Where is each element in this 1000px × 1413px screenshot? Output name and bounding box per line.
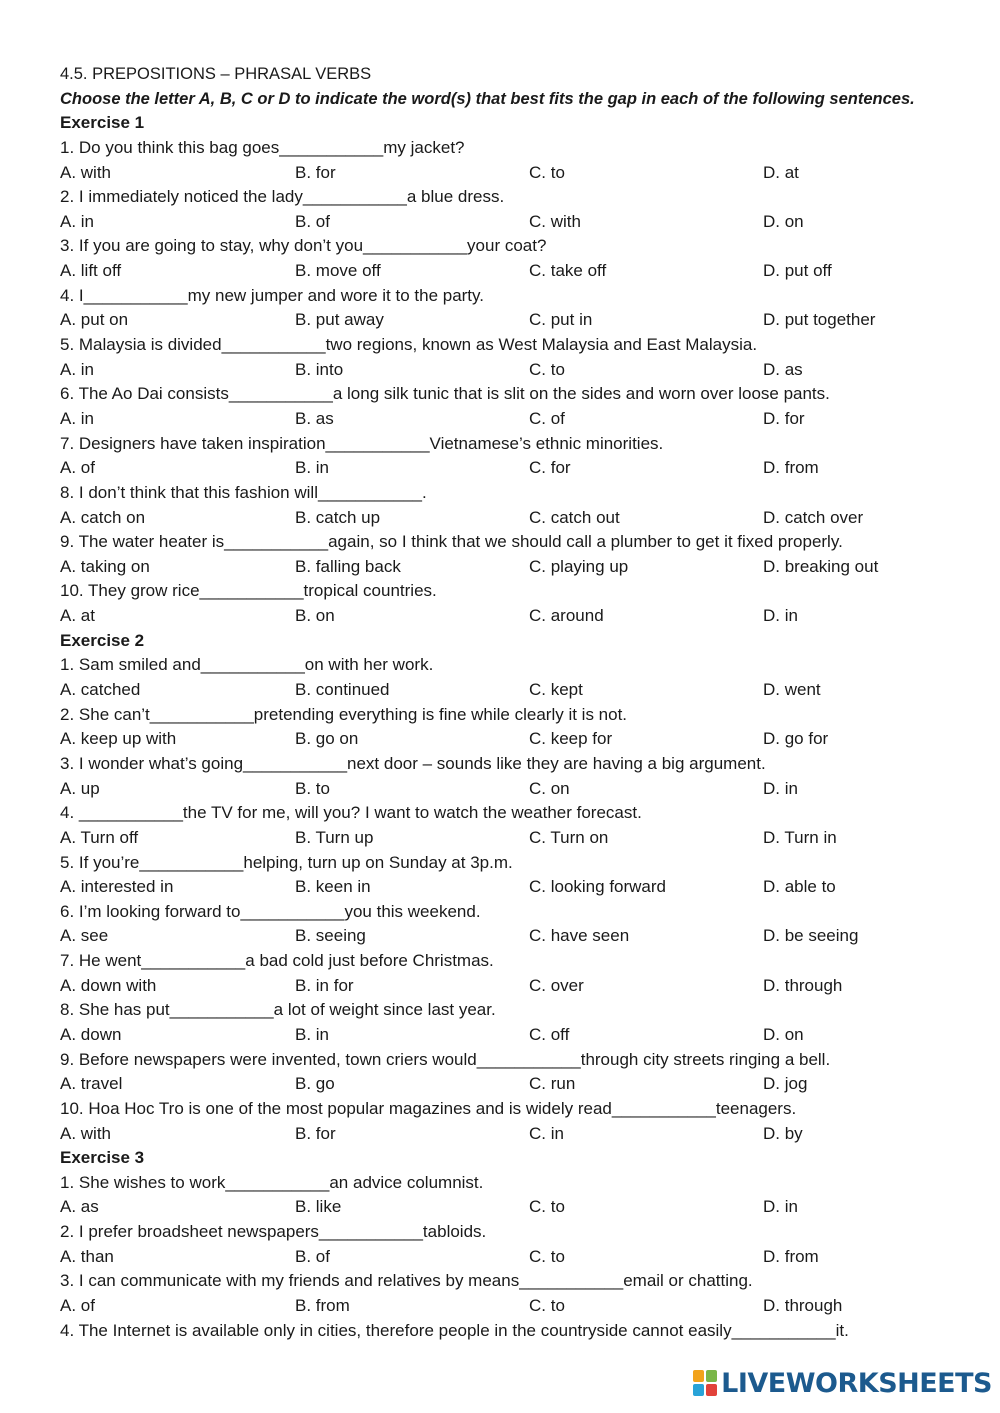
answer-option-b[interactable]: B. seeing — [295, 926, 366, 946]
answer-option-a[interactable]: A. keep up with — [60, 729, 177, 749]
liveworksheets-logo — [693, 1363, 992, 1403]
answer-option-d[interactable]: D. as — [763, 359, 803, 379]
answer-option-d[interactable]: D. be seeing — [763, 926, 859, 946]
exercise-heading: Exercise 1 — [60, 113, 145, 133]
answer-option-b[interactable]: B. in — [295, 1024, 330, 1044]
question-text: 7. He went___________a bad cold just before Christmas. — [60, 951, 494, 971]
answer-option-b[interactable]: B. on — [295, 606, 335, 626]
answer-option-a[interactable]: A. catched — [60, 680, 141, 700]
answer-option-b[interactable]: B. put away — [295, 310, 384, 330]
exercise-heading: Exercise 3 — [60, 1148, 145, 1168]
answer-option-d[interactable]: D. jog — [763, 1074, 808, 1094]
answer-option-b[interactable]: B. move off — [295, 261, 381, 281]
question-text: 1. She wishes to work___________an advice columnist. — [60, 1172, 484, 1192]
answer-options — [60, 407, 960, 432]
answer-option-c[interactable]: C. take off — [529, 261, 607, 281]
answer-options — [60, 974, 960, 999]
answer-option-d[interactable]: D. in — [763, 1197, 798, 1217]
worksheet — [60, 62, 960, 1343]
answer-option-a[interactable]: A. catch on — [60, 507, 146, 527]
answer-options — [60, 924, 960, 949]
answer-options — [60, 161, 960, 186]
answer-option-b[interactable]: B. in for — [295, 975, 354, 995]
answer-options — [60, 358, 960, 383]
answer-option-c[interactable]: C. looking forward — [529, 877, 667, 897]
answer-option-d[interactable]: D. put off — [763, 261, 832, 281]
answer-option-b[interactable]: B. to — [295, 778, 330, 798]
answer-option-a[interactable]: A. in — [60, 408, 95, 428]
answer-option-c[interactable]: C. off — [529, 1024, 570, 1044]
answer-options — [60, 1294, 960, 1319]
answer-option-b[interactable]: B. for — [295, 1123, 336, 1143]
answer-options — [60, 1245, 960, 1270]
question-text: 9. The water heater is___________again, so I think that we should call a plumber to get it fixed properly. — [60, 532, 843, 552]
answer-option-c[interactable]: C. put in — [529, 310, 593, 330]
answer-options — [60, 727, 960, 752]
answer-option-d[interactable]: D. for — [763, 408, 805, 428]
question-text: 1. Sam smiled and___________on with her work. — [60, 655, 434, 675]
answer-options — [60, 1023, 960, 1048]
answer-options — [60, 308, 960, 333]
answer-option-a[interactable]: A. interested in — [60, 877, 174, 897]
question-text: 3. I wonder what’s going___________next door – sounds like they are having a big argument. — [60, 753, 766, 773]
answer-option-b[interactable]: B. continued — [295, 680, 390, 700]
answer-options — [60, 875, 960, 900]
question-text: 3. I can communicate with my friends and relatives by means___________email or chatting. — [60, 1271, 753, 1291]
instructions: Choose the letter A, B, C or D to indicate the word(s) that best fits the gap in each of the following sentences. — [60, 89, 915, 108]
answer-option-a[interactable]: A. down — [60, 1024, 122, 1044]
question-text: 10. Hoa Hoc Tro is one of the most popular magazines and is widely read___________teenagers. — [60, 1098, 797, 1118]
answer-option-d[interactable]: D. in — [763, 606, 798, 626]
answer-option-b[interactable]: B. catch up — [295, 507, 381, 527]
answer-option-c[interactable]: C. have seen — [529, 926, 630, 946]
answer-option-b[interactable]: B. keen in — [295, 877, 371, 897]
answer-option-a[interactable]: A. with — [60, 1123, 112, 1143]
answer-options — [60, 826, 960, 851]
answer-option-c[interactable]: C. playing up — [529, 556, 629, 576]
answer-option-d[interactable]: D. through — [763, 1296, 843, 1316]
question-text: 6. I’m looking forward to___________you this weekend. — [60, 901, 481, 921]
answer-option-a[interactable]: A. at — [60, 606, 95, 626]
answer-option-a[interactable]: A. lift off — [60, 261, 122, 281]
answer-option-a[interactable]: A. of — [60, 458, 95, 478]
answer-options — [60, 555, 960, 580]
answer-option-a[interactable]: A. in — [60, 211, 95, 231]
answer-option-a[interactable]: A. in — [60, 359, 95, 379]
answer-option-c[interactable]: C. of — [529, 408, 565, 428]
answer-option-b[interactable]: B. Turn up — [295, 827, 374, 847]
answer-option-d[interactable]: D. at — [763, 162, 799, 182]
answer-option-a[interactable]: A. travel — [60, 1074, 123, 1094]
question-text: 4. I___________my new jumper and wore it to the party. — [60, 285, 484, 305]
answer-option-c[interactable]: C. for — [529, 458, 571, 478]
answer-option-a[interactable]: A. see — [60, 926, 109, 946]
worksheet-title: 4.5. PREPOSITIONS – PHRASAL VERBS — [60, 65, 372, 83]
answer-options — [60, 777, 960, 802]
answer-option-b[interactable]: B. of — [295, 211, 330, 231]
question-text: 9. Before newspapers were invented, town criers would___________through city streets ringing a bell. — [60, 1049, 831, 1069]
exercise-list — [60, 111, 960, 1343]
answer-option-b[interactable]: B. go on — [295, 729, 359, 749]
question-text: 2. She can’t___________pretending everything is fine while clearly it is not. — [60, 704, 628, 724]
answer-option-b[interactable]: B. from — [295, 1296, 350, 1316]
answer-options — [60, 1072, 960, 1097]
answer-option-b[interactable]: B. in — [295, 458, 330, 478]
answer-option-c[interactable]: C. Turn on — [529, 827, 609, 847]
question-text: 1. Do you think this bag goes___________my jacket? — [60, 137, 465, 157]
answer-option-d[interactable]: D. went — [763, 680, 821, 700]
answer-option-d[interactable]: D. able to — [763, 877, 836, 897]
question-text: 2. I prefer broadsheet newspapers___________tabloids. — [60, 1222, 487, 1242]
answer-options — [60, 506, 960, 531]
answer-option-d[interactable]: D. on — [763, 1024, 804, 1044]
question-text: 3. If you are going to stay, why don’t you___________your coat? — [60, 236, 547, 256]
answer-option-d[interactable]: D. from — [763, 458, 819, 478]
answer-option-c[interactable]: C. around — [529, 606, 604, 626]
answer-option-d[interactable]: D. breaking out — [763, 556, 879, 576]
question-text: 5. Malaysia is divided___________two regions, known as West Malaysia and East Malaysia. — [60, 335, 758, 355]
answer-option-b[interactable]: B. go — [295, 1074, 335, 1094]
answer-option-a[interactable]: A. up — [60, 778, 100, 798]
answer-option-d[interactable]: D. catch over — [763, 507, 864, 527]
question-text: 8. She has put___________a lot of weight since last year. — [60, 1000, 496, 1020]
question-text: 4. ___________the TV for me, will you? I want to watch the weather forecast. — [60, 803, 642, 823]
question-text: 6. The Ao Dai consists___________a long silk tunic that is slit on the sides and worn over loose pants. — [60, 384, 830, 404]
answer-option-d[interactable]: D. on — [763, 211, 804, 231]
answer-option-d[interactable]: D. put together — [763, 310, 876, 330]
answer-options — [60, 604, 960, 629]
answer-option-d[interactable]: D. through — [763, 975, 843, 995]
answer-options — [60, 259, 960, 284]
answer-option-c[interactable]: C. run — [529, 1074, 576, 1094]
answer-option-c[interactable]: C. to — [529, 162, 565, 182]
answer-option-c[interactable]: C. on — [529, 778, 570, 798]
answer-option-c[interactable]: C. with — [529, 211, 581, 231]
answer-options — [60, 456, 960, 481]
answer-option-d[interactable]: D. from — [763, 1246, 819, 1266]
answer-option-c[interactable]: C. in — [529, 1123, 564, 1143]
question-text: 5. If you’re___________helping, turn up on Sunday at 3p.m. — [60, 852, 513, 872]
answer-option-a[interactable]: A. down with — [60, 975, 157, 995]
answer-option-c[interactable]: C. to — [529, 359, 565, 379]
answer-option-a[interactable]: A. of — [60, 1296, 95, 1316]
answer-option-d[interactable]: D. in — [763, 778, 798, 798]
answer-option-b[interactable]: B. into — [295, 359, 344, 379]
answer-option-c[interactable]: C. to — [529, 1296, 565, 1316]
answer-option-c[interactable]: C. kept — [529, 680, 583, 700]
answer-option-a[interactable]: A. put on — [60, 310, 129, 330]
answer-option-b[interactable]: B. like — [295, 1197, 342, 1217]
answer-option-d[interactable]: D. go for — [763, 729, 829, 749]
answer-option-d[interactable]: D. Turn in — [763, 827, 837, 847]
answer-option-b[interactable]: B. as — [295, 408, 334, 428]
answer-options — [60, 210, 960, 235]
answer-option-d[interactable]: D. by — [763, 1123, 803, 1143]
question-text: 10. They grow rice___________tropical countries. — [60, 581, 437, 601]
answer-option-a[interactable]: A. with — [60, 162, 112, 182]
answer-option-c[interactable]: C. to — [529, 1197, 565, 1217]
question-text: 4. The Internet is available only in cities, therefore people in the countryside cannot easily___________it. — [60, 1320, 849, 1340]
liveworksheets-logo-icon — [693, 1370, 717, 1396]
answer-option-c[interactable]: C. keep for — [529, 729, 613, 749]
answer-options — [60, 678, 960, 703]
logo-text: LIVEWORKSHEETS — [721, 1367, 992, 1399]
answer-option-b[interactable]: B. falling back — [295, 556, 401, 576]
exercise-heading: Exercise 2 — [60, 630, 145, 650]
answer-options — [60, 1195, 960, 1220]
answer-option-c[interactable]: C. to — [529, 1246, 565, 1266]
answer-option-c[interactable]: C. catch out — [529, 507, 620, 527]
answer-option-a[interactable]: A. Turn off — [60, 827, 139, 847]
question-text: 2. I immediately noticed the lady___________a blue dress. — [60, 187, 505, 207]
question-text: 7. Designers have taken inspiration___________Vietnamese’s ethnic minorities. — [60, 433, 664, 453]
answer-options — [60, 1122, 960, 1147]
answer-option-b[interactable]: B. of — [295, 1246, 330, 1266]
question-text: 8. I don’t think that this fashion will___________. — [60, 482, 427, 502]
answer-option-b[interactable]: B. for — [295, 162, 336, 182]
answer-option-a[interactable]: A. taking on — [60, 556, 150, 576]
answer-option-c[interactable]: C. over — [529, 975, 584, 995]
answer-option-a[interactable]: A. than — [60, 1246, 114, 1266]
answer-option-a[interactable]: A. as — [60, 1197, 99, 1217]
